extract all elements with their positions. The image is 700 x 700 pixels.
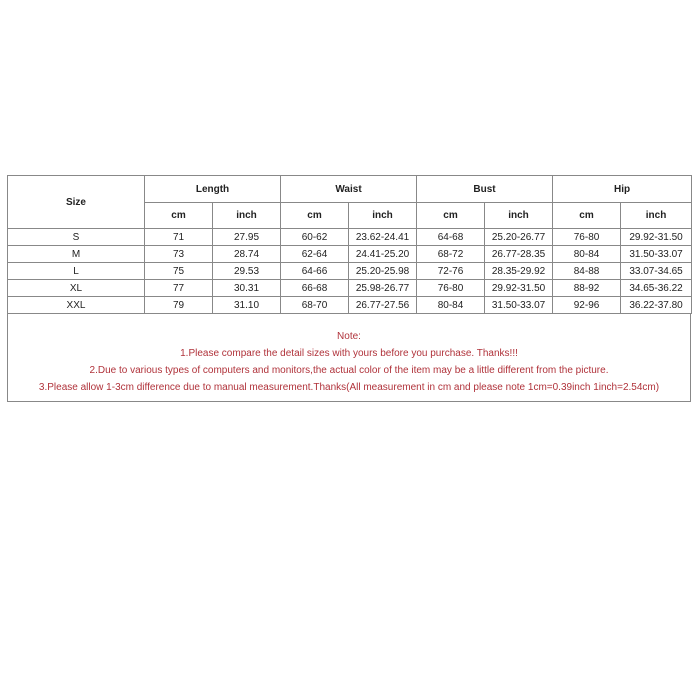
table-row [8, 297, 692, 314]
size-cell: S [8, 229, 145, 246]
hip-inch-cell: 36.22-37.80 [621, 297, 692, 314]
bust-inch-cell: 31.50-33.07 [485, 297, 553, 314]
length-inch-cell: 29.53 [213, 263, 281, 280]
bust-inch-cell: 29.92-31.50 [485, 280, 553, 297]
hip-inch-header: inch [621, 203, 692, 229]
size-cell: L [8, 263, 145, 280]
waist-cm-cell: 60-62 [281, 229, 349, 246]
bust-header: Bust [417, 176, 553, 203]
waist-cm-cell: 64-66 [281, 263, 349, 280]
bust-inch-cell: 28.35-29.92 [485, 263, 553, 280]
hip-cm-cell: 88-92 [553, 280, 621, 297]
length-cm-cell: 73 [145, 246, 213, 263]
hip-cm-cell: 84-88 [553, 263, 621, 280]
bust-cm-cell: 76-80 [417, 280, 485, 297]
length-header: Length [145, 176, 281, 203]
note-line: 3.Please allow 1-3cm difference due to manual measurement.Thanks(All measurement in cm and please note 1cm=0.39inch 1inch=2.54cm) [38, 382, 660, 393]
waist-inch-header: inch [349, 203, 417, 229]
size-cell: XL [8, 280, 145, 297]
length-inch-cell: 27.95 [213, 229, 281, 246]
bust-cm-cell: 68-72 [417, 246, 485, 263]
hip-inch-cell: 34.65-36.22 [621, 280, 692, 297]
waist-cm-header: cm [281, 203, 349, 229]
table-row [8, 246, 692, 263]
hip-cm-header: cm [553, 203, 621, 229]
hip-cm-cell: 92-96 [553, 297, 621, 314]
length-inch-cell: 31.10 [213, 297, 281, 314]
hip-cm-cell: 76-80 [553, 229, 621, 246]
size-chart [7, 175, 691, 402]
length-cm-cell: 75 [145, 263, 213, 280]
waist-inch-cell: 24.41-25.20 [349, 246, 417, 263]
length-cm-cell: 71 [145, 229, 213, 246]
length-cm-cell: 79 [145, 297, 213, 314]
table-row [8, 263, 692, 280]
note-line: 1.Please compare the detail sizes with yours before you purchase. Thanks!!! [180, 348, 518, 359]
waist-inch-cell: 25.98-26.77 [349, 280, 417, 297]
length-inch-cell: 30.31 [213, 280, 281, 297]
hip-inch-cell: 33.07-34.65 [621, 263, 692, 280]
size-cell: M [8, 246, 145, 263]
notes-title: Note: [337, 331, 361, 342]
note-line: 2.Due to various types of computers and monitors,the actual color of the item may be a little different from the picture. [89, 365, 609, 376]
waist-inch-cell: 23.62-24.41 [349, 229, 417, 246]
size-table [7, 175, 692, 314]
size-cell: XXL [8, 297, 145, 314]
length-cm-header: cm [145, 203, 213, 229]
bust-inch-cell: 26.77-28.35 [485, 246, 553, 263]
bust-inch-cell: 25.20-26.77 [485, 229, 553, 246]
hip-header: Hip [553, 176, 692, 203]
notes-box [7, 314, 691, 402]
waist-cm-cell: 68-70 [281, 297, 349, 314]
length-cm-cell: 77 [145, 280, 213, 297]
table-row [8, 280, 692, 297]
waist-inch-cell: 26.77-27.56 [349, 297, 417, 314]
length-inch-cell: 28.74 [213, 246, 281, 263]
bust-cm-cell: 64-68 [417, 229, 485, 246]
bust-inch-header: inch [485, 203, 553, 229]
waist-inch-cell: 25.20-25.98 [349, 263, 417, 280]
bust-cm-header: cm [417, 203, 485, 229]
hip-inch-cell: 29.92-31.50 [621, 229, 692, 246]
bust-cm-cell: 72-76 [417, 263, 485, 280]
hip-cm-cell: 80-84 [553, 246, 621, 263]
size-header: Size [8, 176, 145, 229]
waist-cm-cell: 62-64 [281, 246, 349, 263]
hip-inch-cell: 31.50-33.07 [621, 246, 692, 263]
waist-header: Waist [281, 176, 417, 203]
length-inch-header: inch [213, 203, 281, 229]
bust-cm-cell: 80-84 [417, 297, 485, 314]
table-row [8, 229, 692, 246]
waist-cm-cell: 66-68 [281, 280, 349, 297]
